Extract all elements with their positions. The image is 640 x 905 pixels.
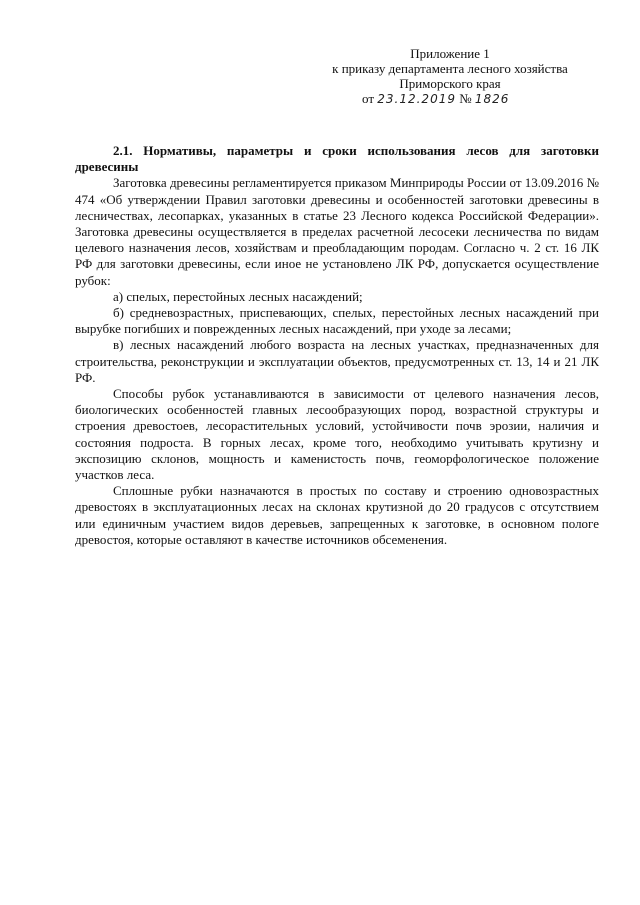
appendix-title: Приложение 1 bbox=[410, 46, 490, 61]
handwritten-date: 23.12.2019 bbox=[377, 92, 456, 106]
handwritten-number: 1826 bbox=[474, 92, 510, 106]
paragraph-intro: Заготовка древесины регламентируется приказом Минприроды России от 13.09.2016 № 474 «Об утверждении Правил заготовки древесины и особенностей заготовки древесины в лесничествах, лесопарках, указанных в статье 23 Лесного кодекса Российской Федерации». Заготовка древесины осуществляется в пределах расчетной лесосеки лесничества по видам целевого назначения лесов, хозяйствам и преобладающим породам. Согласно ч. 2 ст. 16 ЛК РФ для заготовки древесины, если иное не установлено ЛК РФ, допускается осуществление рубок: bbox=[75, 175, 599, 288]
list-item-a: а) спелых, перестойных лесных насаждений; bbox=[113, 288, 363, 304]
date-prefix: от bbox=[362, 91, 375, 106]
paragraph-clear-cutting: Сплошные рубки назначаются в простых по составу и строению одновозрастных древостоях в эксплуатационных лесах на склонах крутизной до 20 градусов с отсутствием или единичным участием видов деревьев, запрещенных к заготовке, в основном пологе древостоя, которые оставляют в качестве источников обсеменения. bbox=[75, 483, 599, 547]
section-content bbox=[75, 143, 599, 548]
paragraph-felling-methods: Способы рубок устанавливаются в зависимости от целевого назначения лесов, биологических особенностей главных лесообразующих пород, возрастной структуры и строения древостоев, лесорастительных условий, устойчивости почв эрозии, наличия и состояния подроста. В горных лесах, кроме того, необходимо учитывать крутизну и экспозицию склонов, мощность и каменистость почв, геоморфологическое положение участков леса. bbox=[75, 386, 599, 483]
list-item-c: в) лесных насаждений любого возраста на лесных участках, предназначенных для строительства, реконструкции и эксплуатации объектов, предусмотренных ст. 13, 14 и 21 ЛК РФ. bbox=[75, 337, 599, 385]
list-item-b: б) средневозрастных, приспевающих, спелых, перестойных лесных насаждений при вырубке погибших и поврежденных лесных насаждений, при уходе за лесами; bbox=[75, 305, 599, 337]
section-heading: 2.1. Нормативы, параметры и сроки использования лесов для заготовки древесины bbox=[75, 143, 599, 175]
appendix-header bbox=[300, 46, 600, 107]
number-prefix: № bbox=[459, 91, 472, 106]
appendix-region: Приморского края bbox=[399, 76, 501, 91]
appendix-date-line bbox=[300, 91, 600, 107]
appendix-order-ref: к приказу департамента лесного хозяйства bbox=[332, 61, 568, 76]
